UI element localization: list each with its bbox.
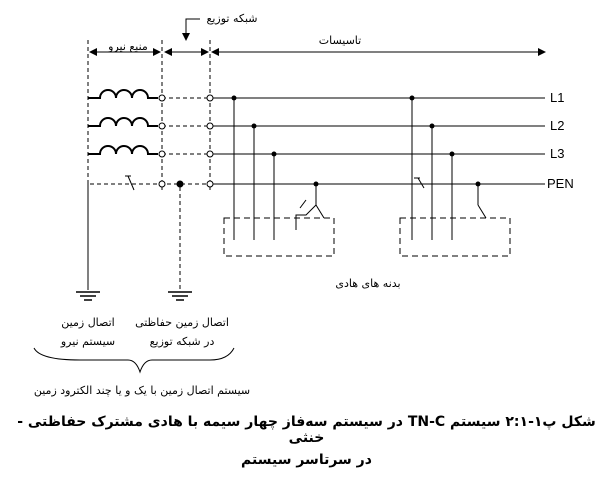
figure-caption-line-1: شکل پ۱-۲:۱ سیستم TN-C در سیستم سه‌فاز چهار سیمه با هادی مشترک حفاظتی - خنثی: [17, 414, 596, 446]
protective-earth-label-1: اتصال زمین حفاظتی: [135, 316, 229, 329]
label-L3: L3: [550, 146, 565, 161]
equipment-2: [400, 98, 510, 256]
equipment-1-junctions: [232, 96, 319, 187]
installation-label: تاسیسات: [318, 34, 362, 47]
installation-conductors: [213, 98, 545, 184]
equipment-2-junctions: [410, 96, 481, 187]
source-earth-label-1: اتصال زمین: [61, 316, 115, 329]
source-earth-label-2: سیستم نیرو: [60, 335, 116, 348]
electrode-note: سیستم اتصال زمین با یک و یا چند الکترود زمین: [33, 384, 251, 397]
network-label: شبکه توزیع: [206, 12, 258, 25]
source-label: منبع نیرو: [108, 40, 148, 53]
protective-earth-label-2: در شبکه توزیع: [149, 335, 215, 348]
label-PEN: PEN: [547, 176, 574, 191]
exposed-parts-label: بدنه های هادی: [335, 277, 401, 290]
grouping-brace: [34, 348, 234, 372]
source-neutral-switch: [125, 176, 134, 190]
source-earth: [76, 184, 100, 300]
figure-caption-line-2: در سرتاسر سیستم: [241, 452, 372, 468]
network-conductors: [90, 98, 210, 184]
protective-earth: [168, 181, 192, 300]
label-L2: L2: [550, 118, 565, 133]
transformer-windings: [88, 90, 158, 154]
terminals: [159, 95, 213, 187]
label-L1: L1: [550, 90, 565, 105]
equipment-1: [224, 98, 334, 256]
boundary-lines: [88, 40, 210, 290]
network-pointer: [186, 19, 200, 40]
